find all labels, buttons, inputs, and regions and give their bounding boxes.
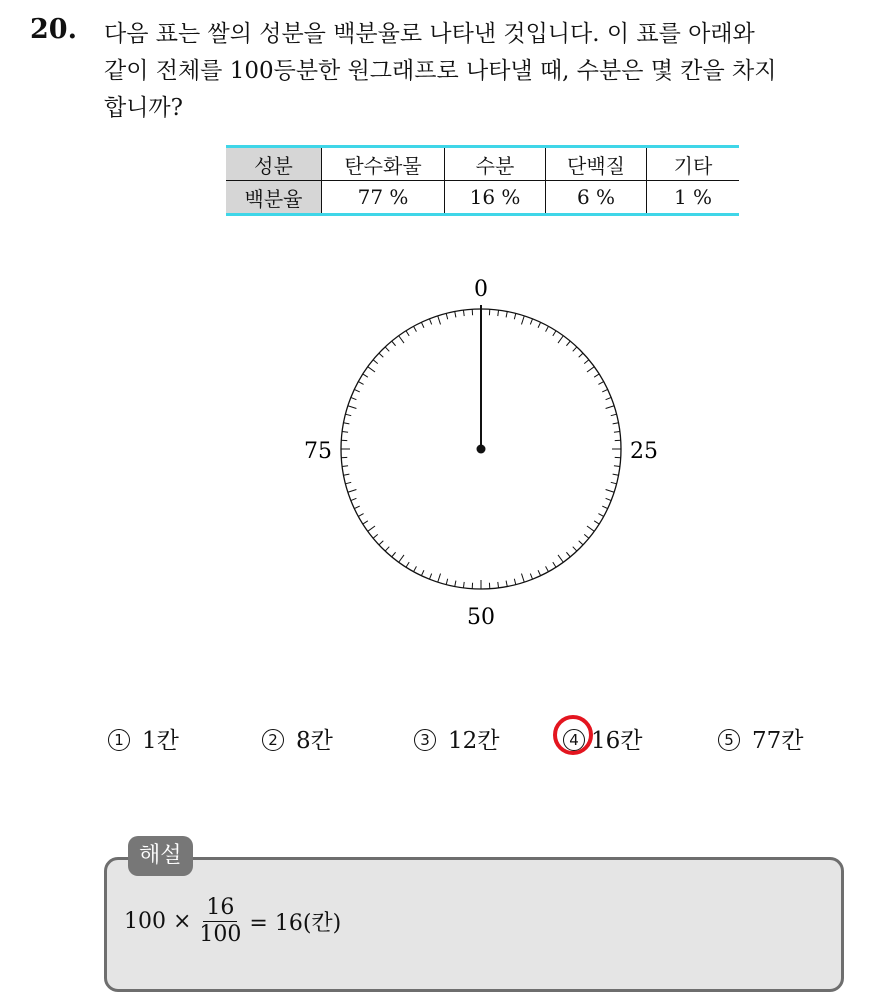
- tick-mark: [514, 579, 515, 585]
- tick-mark: [455, 311, 456, 317]
- tick-mark: [587, 367, 594, 372]
- tick-mark: [606, 498, 612, 500]
- tick-mark: [506, 581, 507, 587]
- choice-1[interactable]: [108, 722, 179, 755]
- tick-mark: [498, 582, 499, 588]
- tick-mark: [553, 331, 556, 336]
- tick-mark: [606, 397, 612, 399]
- tick-mark: [614, 431, 620, 432]
- question-line-2: 같이 전체를 100등분한 원그래프로 나타낼 때, 수분은 몇 칸을 차지: [104, 58, 777, 84]
- fraction-numerator: 16: [203, 895, 237, 922]
- tick-mark: [414, 326, 417, 331]
- tick-mark: [606, 406, 615, 409]
- choice-number-2: 2: [262, 729, 284, 751]
- tick-mark: [558, 555, 563, 562]
- tick-mark: [363, 374, 368, 377]
- tick-mark: [546, 326, 549, 331]
- tick-mark: [514, 313, 515, 319]
- tick-mark: [379, 353, 383, 357]
- tick-mark: [406, 331, 409, 336]
- tick-mark: [498, 310, 499, 316]
- tick-mark: [351, 498, 357, 500]
- tick-mark: [602, 389, 607, 392]
- tick-mark: [414, 566, 417, 571]
- tick-mark: [354, 389, 359, 392]
- tick-mark: [602, 506, 607, 509]
- tick-mark: [573, 347, 577, 351]
- tick-mark: [446, 579, 447, 585]
- tick-mark: [613, 474, 619, 475]
- table-cell-name: 단백질: [546, 147, 647, 181]
- tick-mark: [506, 311, 507, 317]
- tick-mark: [594, 521, 599, 524]
- tick-mark: [358, 382, 363, 385]
- tick-mark: [385, 547, 389, 551]
- tick-mark: [614, 466, 620, 467]
- question-number: 20.: [30, 14, 77, 45]
- tick-mark: [373, 360, 378, 364]
- tick-mark: [463, 310, 464, 316]
- tick-mark: [446, 313, 447, 319]
- tick-mark: [429, 574, 431, 580]
- dial-label-25: 25: [630, 439, 658, 464]
- choice-number-4: 4: [563, 729, 585, 751]
- tick-mark: [455, 581, 456, 587]
- tick-mark: [538, 322, 541, 327]
- tick-mark: [343, 474, 349, 475]
- tick-mark: [587, 526, 594, 531]
- tick-mark: [358, 514, 363, 517]
- dial-label-50: 50: [467, 605, 495, 630]
- answer-mark-circle: [553, 715, 593, 755]
- question-line-1: 다음 표는 쌀의 성분을 백분율로 나타낸 것입니다. 이 표를 아래와: [104, 21, 755, 47]
- tick-mark: [606, 489, 615, 492]
- choice-number-3: 3: [414, 729, 436, 751]
- tick-mark: [546, 566, 549, 571]
- tick-mark: [379, 541, 383, 545]
- tick-mark: [345, 414, 351, 415]
- choice-text: 1칸: [142, 728, 179, 754]
- tick-mark: [594, 374, 599, 377]
- tick-mark: [613, 423, 619, 424]
- tick-mark: [406, 562, 409, 567]
- choice-3[interactable]: [414, 722, 500, 755]
- choice-text: 77칸: [752, 728, 804, 754]
- table-cell-value: 77 %: [322, 181, 445, 215]
- tick-mark: [438, 574, 441, 583]
- table-cell-value: 6 %: [546, 181, 647, 215]
- choice-number-5: 5: [718, 729, 740, 751]
- fraction-denominator: 100: [199, 922, 242, 947]
- table-cell-value: 16 %: [445, 181, 546, 215]
- tick-mark: [521, 316, 524, 325]
- tick-mark: [351, 397, 357, 399]
- tick-mark: [521, 574, 524, 583]
- tick-mark: [598, 514, 603, 517]
- choice-text: 16칸: [591, 728, 643, 754]
- formula-fraction: [199, 895, 241, 948]
- formula-lhs: 100 ×: [124, 909, 192, 934]
- tick-mark: [421, 322, 424, 327]
- tick-mark: [348, 406, 357, 409]
- tick-mark: [573, 547, 577, 551]
- formula-rhs: = 16(칸): [249, 911, 342, 936]
- dial-label-0: 0: [474, 277, 488, 302]
- question-line-3: 합니까?: [104, 95, 183, 121]
- tick-mark: [566, 552, 570, 557]
- tick-mark: [584, 360, 589, 364]
- tick-mark: [385, 347, 389, 351]
- table-cell-name: 기타: [647, 147, 740, 181]
- tick-mark: [579, 353, 583, 357]
- tick-mark: [579, 541, 583, 545]
- choice-text: 12칸: [448, 728, 500, 754]
- tick-mark: [368, 367, 375, 372]
- tick-mark: [392, 341, 396, 346]
- tick-mark: [399, 555, 404, 562]
- choice-2[interactable]: [262, 722, 333, 755]
- tick-mark: [345, 482, 351, 483]
- center-dot: [477, 445, 486, 454]
- tick-mark: [392, 552, 396, 557]
- tick-mark: [584, 534, 589, 538]
- tick-mark: [611, 482, 617, 483]
- tick-mark: [530, 574, 532, 580]
- tick-mark: [558, 336, 563, 343]
- choice-5[interactable]: [718, 722, 804, 755]
- tick-mark: [399, 336, 404, 343]
- table-cell-name: 탄수화물: [322, 147, 445, 181]
- tick-mark: [530, 319, 532, 325]
- table-header-percent: 백분율: [226, 181, 322, 215]
- tick-mark: [421, 570, 424, 575]
- explanation-formula: [124, 895, 341, 948]
- tick-mark: [363, 521, 368, 524]
- tick-mark: [566, 341, 570, 346]
- tick-mark: [438, 316, 441, 325]
- tick-mark: [611, 414, 617, 415]
- tick-mark: [538, 570, 541, 575]
- choice-text: 8칸: [296, 728, 333, 754]
- explanation-label: 해설: [128, 836, 193, 876]
- tick-mark: [354, 506, 359, 509]
- tick-mark: [553, 562, 556, 567]
- choice-number-1: 1: [108, 729, 130, 751]
- tick-mark: [463, 582, 464, 588]
- tick-mark: [342, 466, 348, 467]
- tick-mark: [598, 382, 603, 385]
- tick-mark: [368, 526, 375, 531]
- table-cell-name: 수분: [445, 147, 546, 181]
- table-cell-value: 1 %: [647, 181, 740, 215]
- tick-mark: [373, 534, 378, 538]
- tick-mark: [348, 489, 357, 492]
- table-header-component: 성분: [226, 147, 322, 181]
- tick-mark: [429, 319, 431, 325]
- tick-mark: [342, 431, 348, 432]
- tick-mark: [343, 423, 349, 424]
- dial-label-75: 75: [304, 439, 332, 464]
